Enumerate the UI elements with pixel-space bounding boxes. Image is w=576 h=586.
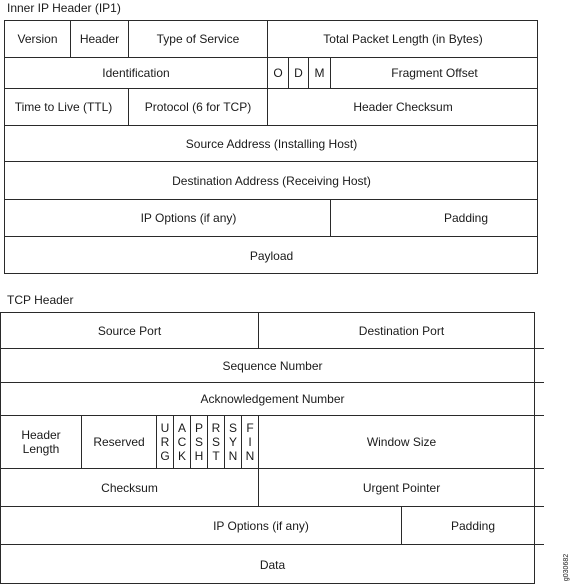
tcp-source-port-field: Source Port xyxy=(1,313,259,349)
tcp-flag-fin-field: F I N xyxy=(242,416,259,469)
ip-header-length-field: Header xyxy=(71,21,129,58)
tcp-header-title: TCP Header xyxy=(7,293,74,307)
ip-flag-d-field: D xyxy=(289,58,309,89)
tcp-destination-port-field: Destination Port xyxy=(259,313,544,349)
tcp-header-length-field: Header Length xyxy=(1,416,82,469)
tcp-data-field: Data xyxy=(259,558,286,572)
tcp-acknowledgement-number-field: Acknowledgement Number xyxy=(1,383,544,416)
ip-fragment-offset-field: Fragment Offset xyxy=(331,58,538,89)
ip-total-length-field: Total Packet Length (in Bytes) xyxy=(268,21,538,58)
tcp-sequence-number-field: Sequence Number xyxy=(1,349,544,383)
tcp-flag-rst-field: R S T xyxy=(208,416,225,469)
ip-version-field: Version xyxy=(5,21,71,58)
ip-header-title: Inner IP Header (IP1) xyxy=(7,1,121,15)
tcp-padding-field: Padding xyxy=(402,507,544,545)
figure-id-text: g030682 xyxy=(563,553,571,581)
ip-flag-m-field: M xyxy=(309,58,331,89)
ip-padding-field: Padding xyxy=(331,200,538,237)
tcp-checksum-field: Checksum xyxy=(1,469,259,507)
figure-id-label xyxy=(560,552,574,582)
tcp-urgent-pointer-field: Urgent Pointer xyxy=(259,469,544,507)
ip-options-field: IP Options (if any) xyxy=(5,200,331,237)
tcp-reserved-field: Reserved xyxy=(82,416,157,469)
tcp-flag-psh-field: P S H xyxy=(191,416,208,469)
ip-identification-field: Identification xyxy=(5,58,268,89)
tcp-flag-ack-field: A C K xyxy=(174,416,191,469)
ip-flag-o-field: O xyxy=(268,58,289,89)
tcp-options-field: IP Options (if any) xyxy=(1,507,402,545)
tcp-flag-urg-field: U R G xyxy=(157,416,174,469)
ip-protocol-field: Protocol (6 for TCP) xyxy=(129,89,268,126)
ip-header-diagram xyxy=(4,20,538,274)
tcp-header-diagram xyxy=(0,312,535,584)
ip-destination-address-field: Destination Address (Receiving Host) xyxy=(5,162,538,200)
ip-source-address-field: Source Address (Installing Host) xyxy=(5,126,538,162)
tcp-window-size-field: Window Size xyxy=(259,416,544,469)
ip-payload-field: Payload xyxy=(249,249,294,263)
tcp-flag-syn-field: S Y N xyxy=(225,416,242,469)
ip-type-of-service-field: Type of Service xyxy=(129,21,268,58)
ip-ttl-field: Time to Live (TTL) xyxy=(5,89,129,126)
ip-header-checksum-field: Header Checksum xyxy=(268,89,538,126)
